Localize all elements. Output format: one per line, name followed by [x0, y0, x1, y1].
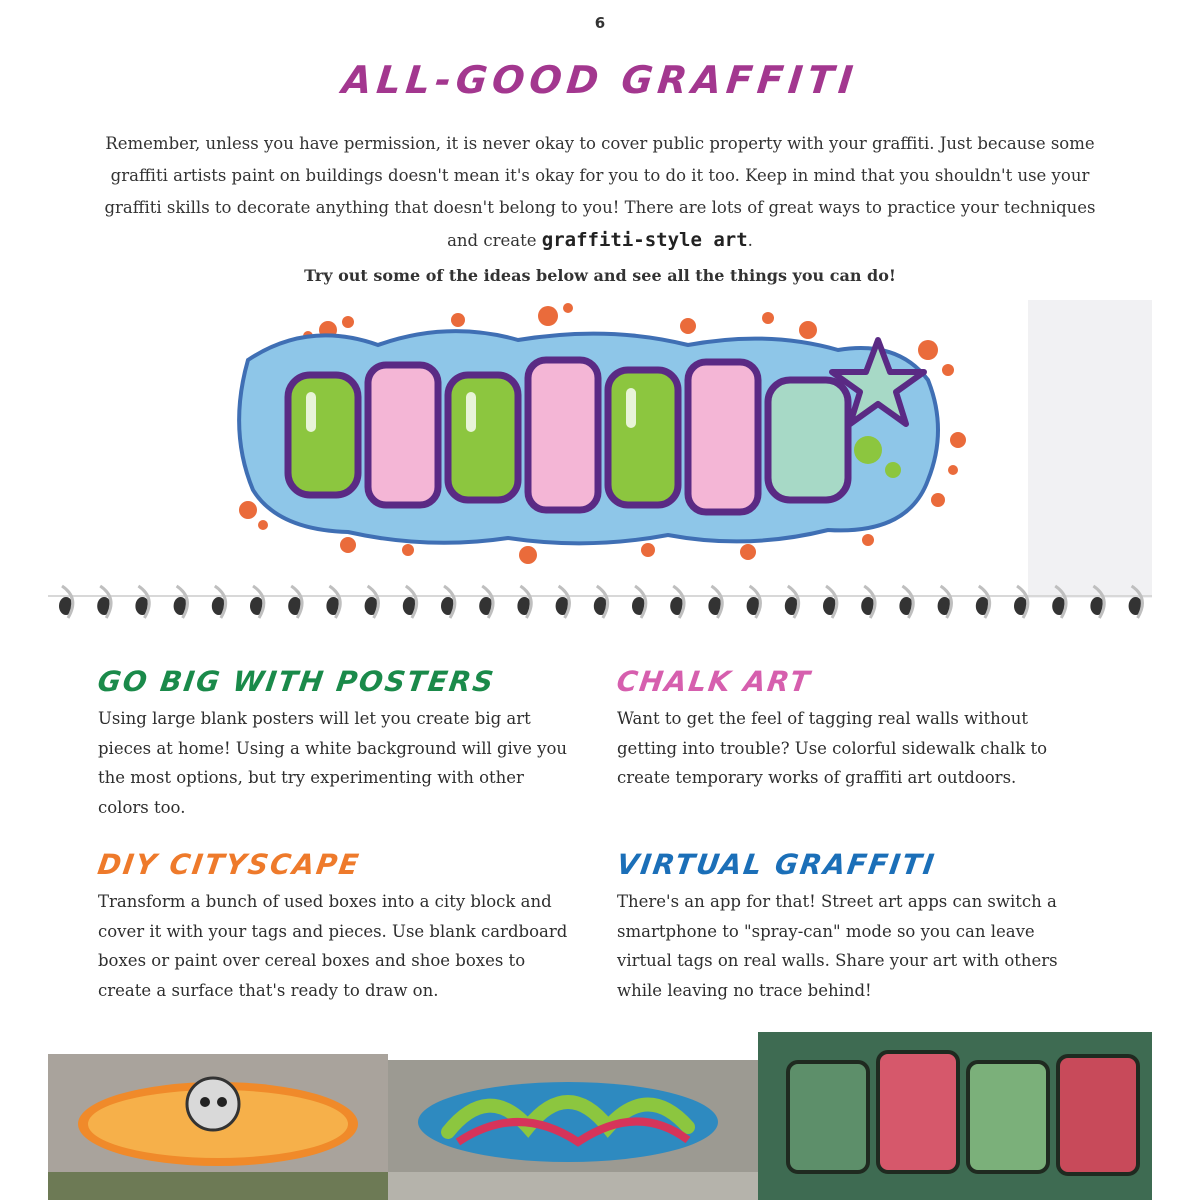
graffiti-wall-photo-3: [758, 1032, 1152, 1200]
section-virtual-title: VIRTUAL GRAFFITI: [614, 848, 938, 881]
section-posters-title: GO BIG WITH POSTERS: [95, 665, 498, 698]
intro-text: Remember, unless you have permission, it is never okay to cover public property with your graffiti. Just because some graffiti artists paint on buildings doesn't mean it's okay for you to do it too. Keep in mind that you shouldn't use your graffiti skills to decorate anything that doesn't belong to you! There are lots of great ways to practice your techniques and create: [104, 134, 1096, 250]
section-posters: [95, 665, 568, 822]
section-chalk-body: Want to get the feel of tagging real walls without getting into trouble? Use colorful sidewalk chalk to create temporary works of graffiti art outdoors.: [617, 709, 1048, 787]
page-number: 6: [594, 14, 606, 32]
section-posters-body: Using large blank posters will let you create big art pieces at home! Using a white background will give you the most options, but try experimenting with other colors too.: [98, 709, 568, 817]
intro-highlight: graffiti-style art: [541, 229, 748, 251]
graffiti-wall-photo-2: [388, 1060, 758, 1200]
section-chalk-title: CHALK ART: [614, 665, 814, 698]
graffiti-wall-photo-1: [48, 1054, 388, 1200]
section-diy-title: DIY CITYSCAPE: [95, 848, 363, 881]
section-chalk: [614, 665, 1087, 793]
section-diy-body: Transform a bunch of used boxes into a city block and cover it with your tags and pieces. Use blank cardboard boxes or paint over cereal boxes and shoe boxes to create a surface that's ready to draw on.: [98, 892, 568, 1000]
section-virtual: [614, 848, 1087, 1005]
spiral-rings: [48, 558, 1152, 638]
intro-text-end: .: [747, 231, 753, 250]
spiral-binding: [48, 558, 1152, 638]
section-diy: [95, 848, 568, 1005]
intro-paragraph: [100, 128, 1100, 257]
page-title: ALL-GOOD GRAFFITI: [340, 58, 860, 102]
section-virtual-body: There's an app for that! Street art apps can switch a smartphone to "spray-can" mode so you can leave virtual tags on real walls. Share your art with others while leaving no trace behind!: [617, 892, 1058, 1000]
tryout-line: Try out some of the ideas below and see all the things you can do!: [304, 266, 896, 285]
photo-strip: [48, 1032, 1152, 1200]
